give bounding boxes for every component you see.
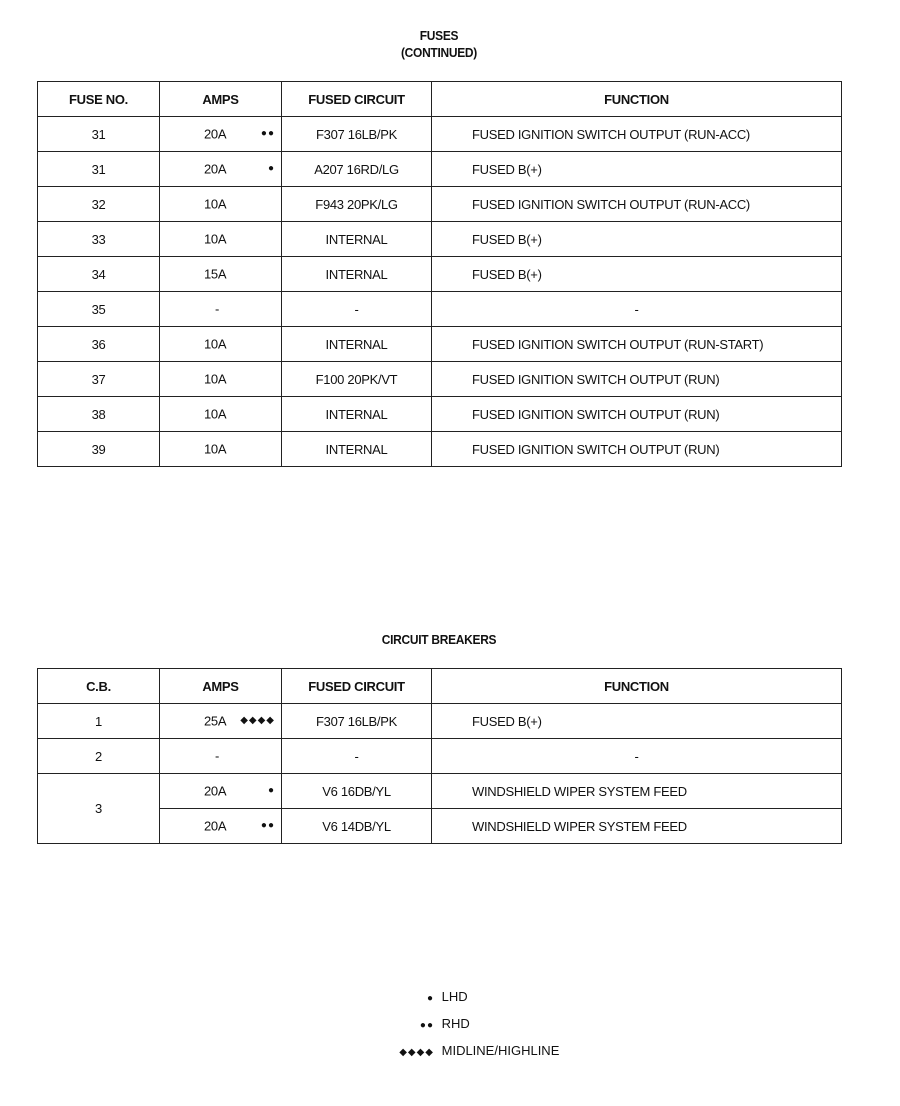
header-fused-circuit: FUSED CIRCUIT — [282, 669, 432, 704]
function: FUSED IGNITION SWITCH OUTPUT (RUN) — [432, 397, 842, 432]
table-row — [38, 739, 842, 774]
function: - — [432, 739, 842, 774]
amps-cell — [160, 704, 282, 739]
fused-circuit: - — [282, 292, 432, 327]
fuse-no: 39 — [38, 432, 160, 467]
fuse-no: 31 — [38, 152, 160, 187]
lhd-marker-icon: ● — [267, 785, 275, 796]
amps-cell — [160, 362, 282, 397]
amps-cell — [160, 152, 282, 187]
legend-item-lhd — [380, 989, 468, 1004]
lhd-dot-icon: ● — [426, 993, 434, 1004]
fuse-no: 35 — [38, 292, 160, 327]
amps-value: 20A — [204, 126, 227, 142]
fused-circuit: F307 16LB/PK — [282, 704, 432, 739]
fused-circuit: F100 20PK/VT — [282, 362, 432, 397]
amps-cell — [160, 397, 282, 432]
amps-cell — [160, 257, 282, 292]
function: WINDSHIELD WIPER SYSTEM FEED — [432, 809, 842, 844]
table-row — [38, 327, 842, 362]
amps-cell — [160, 292, 282, 327]
legend-label: LHD — [441, 989, 468, 1004]
function: FUSED B(+) — [432, 152, 842, 187]
fuses-subtitle: (CONTINUED) — [400, 45, 478, 60]
fused-circuit: INTERNAL — [282, 327, 432, 362]
table-row — [38, 774, 842, 809]
amps-value: 20A — [204, 783, 227, 799]
table-row — [38, 432, 842, 467]
lhd-marker-icon: ● — [267, 163, 275, 174]
amps-value: 10A — [204, 336, 227, 352]
header-cb: C.B. — [38, 669, 160, 704]
function: FUSED B(+) — [432, 222, 842, 257]
midline-highline-marker-icon: ◆◆◆◆ — [240, 715, 275, 726]
table-row — [38, 257, 842, 292]
fuse-no: 31 — [38, 117, 160, 152]
rhd-dots-icon: ●● — [419, 1020, 434, 1031]
table-row — [38, 397, 842, 432]
function: FUSED B(+) — [432, 704, 842, 739]
fuses-title: FUSES — [419, 28, 459, 43]
fuse-no: 32 — [38, 187, 160, 222]
legend-item-rhd — [380, 1016, 470, 1031]
table-row — [38, 292, 842, 327]
function: WINDSHIELD WIPER SYSTEM FEED — [432, 774, 842, 809]
fused-circuit: - — [282, 739, 432, 774]
fuse-no: 37 — [38, 362, 160, 397]
header-fused-circuit: FUSED CIRCUIT — [282, 82, 432, 117]
function: FUSED IGNITION SWITCH OUTPUT (RUN-ACC) — [432, 117, 842, 152]
fuses-table — [37, 81, 842, 467]
fuse-no: 36 — [38, 327, 160, 362]
function: - — [432, 292, 842, 327]
table-row — [38, 187, 842, 222]
header-function: FUNCTION — [432, 669, 842, 704]
amps-value: - — [215, 301, 220, 317]
amps-cell — [160, 774, 282, 809]
amps-value: 25A — [204, 713, 227, 729]
amps-cell — [160, 432, 282, 467]
fused-circuit: INTERNAL — [282, 222, 432, 257]
rhd-marker-icon: ●● — [260, 128, 275, 139]
fused-circuit: INTERNAL — [282, 397, 432, 432]
fused-circuit: INTERNAL — [282, 432, 432, 467]
amps-cell — [160, 809, 282, 844]
amps-cell — [160, 327, 282, 362]
amps-value: 10A — [204, 231, 227, 247]
breakers-title: CIRCUIT BREAKERS — [381, 632, 497, 647]
table-row — [38, 117, 842, 152]
legend-label: MIDLINE/HIGHLINE — [441, 1043, 560, 1058]
amps-value: 10A — [204, 441, 227, 457]
amps-value: 10A — [204, 406, 227, 422]
amps-value: - — [215, 748, 220, 764]
rhd-marker-icon: ●● — [260, 820, 275, 831]
amps-value: 10A — [204, 371, 227, 387]
function: FUSED B(+) — [432, 257, 842, 292]
table-row — [38, 222, 842, 257]
fuse-no: 33 — [38, 222, 160, 257]
legend-label: RHD — [441, 1016, 470, 1031]
header-function: FUNCTION — [432, 82, 842, 117]
header-amps: AMPS — [160, 669, 282, 704]
fused-circuit: A207 16RD/LG — [282, 152, 432, 187]
header-fuse-no: FUSE NO. — [38, 82, 160, 117]
header-amps: AMPS — [160, 82, 282, 117]
amps-value: 20A — [204, 818, 227, 834]
table-row — [38, 704, 842, 739]
function: FUSED IGNITION SWITCH OUTPUT (RUN) — [432, 362, 842, 397]
function: FUSED IGNITION SWITCH OUTPUT (RUN-ACC) — [432, 187, 842, 222]
fused-circuit: V6 16DB/YL — [282, 774, 432, 809]
function: FUSED IGNITION SWITCH OUTPUT (RUN-START) — [432, 327, 842, 362]
amps-cell — [160, 222, 282, 257]
fuse-no: 38 — [38, 397, 160, 432]
breakers-table — [37, 668, 842, 844]
breakers-header-row — [38, 669, 842, 704]
cb-no: 2 — [38, 739, 160, 774]
midline-diamonds-icon: ◆◆◆◆ — [399, 1047, 434, 1058]
fused-circuit: F307 16LB/PK — [282, 117, 432, 152]
amps-cell — [160, 117, 282, 152]
legend-item-midline-highline — [380, 1043, 559, 1058]
fuse-no: 34 — [38, 257, 160, 292]
function: FUSED IGNITION SWITCH OUTPUT (RUN) — [432, 432, 842, 467]
cb-no: 1 — [38, 704, 160, 739]
fused-circuit: V6 14DB/YL — [282, 809, 432, 844]
cb-no: 3 — [38, 774, 160, 844]
fused-circuit: F943 20PK/LG — [282, 187, 432, 222]
amps-cell — [160, 187, 282, 222]
fused-circuit: INTERNAL — [282, 257, 432, 292]
fuses-header-row — [38, 82, 842, 117]
amps-cell — [160, 739, 282, 774]
amps-value: 10A — [204, 196, 227, 212]
amps-value: 15A — [204, 266, 227, 282]
table-row — [38, 362, 842, 397]
amps-value: 20A — [204, 161, 227, 177]
table-row — [38, 152, 842, 187]
